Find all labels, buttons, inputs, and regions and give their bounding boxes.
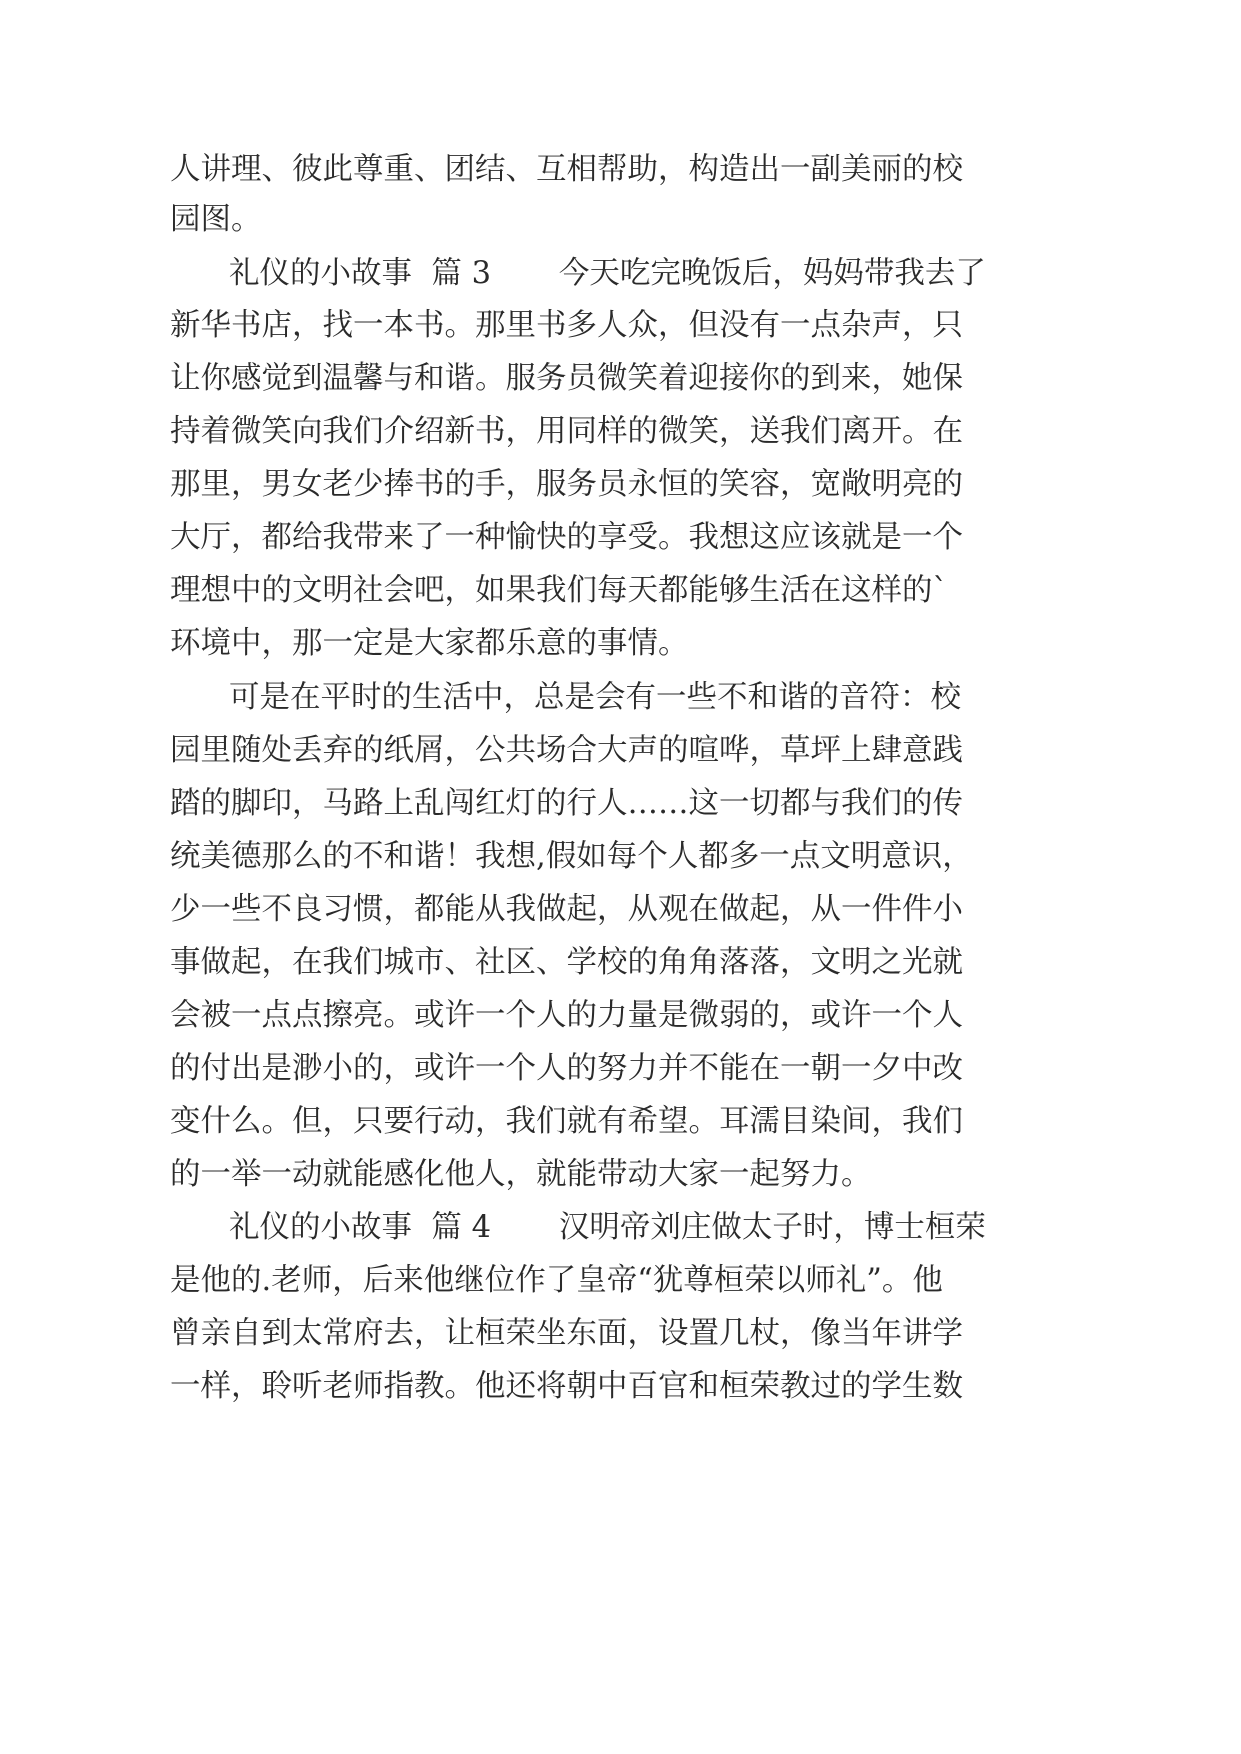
section-heading-line: 礼仪的小故事 篇 4 汉明帝刘庄做太子时，博士桓荣 [229, 1210, 986, 1245]
text-line: 一样，聆听老师指教。他还将朝中百官和桓荣教过的学生数 [170, 1369, 963, 1404]
text-line: 新华书店，找一本书。那里书多人众，但没有一点杂声，只 [170, 308, 963, 343]
text-line: 变什么。但，只要行动，我们就有希望。耳濡目染间，我们 [170, 1104, 963, 1139]
section-heading-line: 礼仪的小故事 篇 3 今天吃完晚饭后，妈妈带我去了 [229, 256, 986, 291]
text-line: 是他的.老师，后来他继位作了皇帝“犹尊桓荣以师礼”。他 [170, 1263, 943, 1298]
text-line: 的付出是渺小的，或许一个人的努力并不能在一朝一夕中改 [170, 1051, 963, 1086]
paragraph-start-line: 可是在平时的生活中，总是会有一些不和谐的音符：校 [229, 680, 961, 715]
text-line: 人讲理、彼此尊重、团结、互相帮助，构造出一副美丽的校 [170, 152, 963, 187]
text-line: 事做起，在我们城市、社区、学校的角角落落，文明之光就 [170, 945, 963, 980]
text-line: 的一举一动就能感化他人，就能带动大家一起努力。 [170, 1157, 872, 1192]
text-line: 会被一点点擦亮。或许一个人的力量是微弱的，或许一个人 [170, 998, 963, 1033]
text-line: 理想中的文明社会吧，如果我们每天都能够生活在这样的` [170, 573, 948, 608]
text-line: 少一些不良习惯，都能从我做起，从观在做起，从一件件小 [170, 892, 963, 927]
text-line: 环境中，那一定是大家都乐意的事情。 [170, 626, 689, 661]
text-line: 园里随处丢弃的纸屑，公共场合大声的喧哗，草坪上肆意践 [170, 733, 963, 768]
text-line: 那里，男女老少捧书的手，服务员永恒的笑容，宽敞明亮的 [170, 467, 963, 502]
text-line: 曾亲自到太常府去，让桓荣坐东面，设置几杖，像当年讲学 [170, 1316, 963, 1351]
text-line: 让你感觉到温馨与和谐。服务员微笑着迎接你的到来，她保 [170, 361, 963, 396]
text-line: 园图。 [170, 202, 262, 237]
text-line: 持着微笑向我们介绍新书，用同样的微笑，送我们离开。在 [170, 414, 963, 449]
text-line: 统美德那么的不和谐！我想,假如每个人都多一点文明意识， [170, 839, 973, 874]
text-line: 大厅，都给我带来了一种愉快的享受。我想这应该就是一个 [170, 520, 963, 555]
text-line: 踏的脚印，马路上乱闯红灯的行人……这一切都与我们的传 [170, 786, 963, 821]
